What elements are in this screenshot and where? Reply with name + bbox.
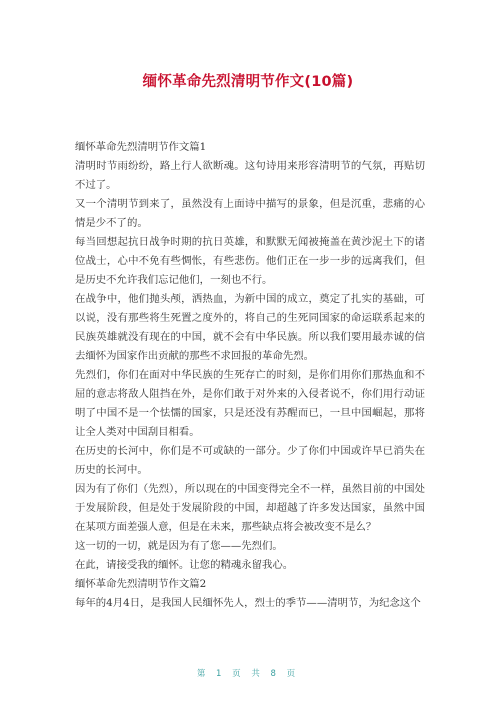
section-heading: 缅怀革命先烈清明节作文篇2 bbox=[75, 578, 207, 590]
paragraph: 因为有了你们（先烈），所以现在的中国变得完全不一样，虽然目前的中国处于发展阶段，但是处于发展阶段的中国，却超越了许多发达国家，虽然中国在某项方面差强人意，但是在未来，那些缺点将会被改变不是么？ bbox=[75, 483, 425, 533]
paragraph: 这一切的一切，就是因为有了您——先烈们。 bbox=[75, 540, 283, 552]
paragraph: 又一个清明节到来了，虽然没有上面诗中描写的景象，但是沉重，悲痛的心情是少不了的。 bbox=[75, 198, 425, 229]
paragraph: 在战争中，他们抛头颅，洒热血，为新中国的成立，奠定了扎实的基础，可以说，没有那些将生死置之度外的，将自己的生死同国家的命运联系起来的民族英雄就没有现在的中国，就不会有中华民族。所以我们要用最赤诚的信去缅怀为国家作出贡献的那些不求回报的革命先烈。 bbox=[75, 293, 425, 362]
paragraph: 每当回想起抗日战争时期的抗日英雄，和默默无闻被掩盖在黄沙泥土下的诸位战士，心中不免有些惆怅，有些悲伤。他们正在一步一步的远离我们，但是历史不允许我们忘记他们，一刻也不行。 bbox=[75, 236, 425, 286]
paragraph: 在此，请接受我的缅怀。让您的精魂永留我心。 bbox=[75, 559, 294, 571]
section-heading: 缅怀革命先烈清明节作文篇1 bbox=[75, 141, 207, 153]
page-footer: 第 1 页 共 8 页 bbox=[196, 669, 300, 679]
document-body bbox=[75, 138, 425, 613]
paragraph: 清明时节雨纷纷，路上行人欲断魂。这句诗用来形容清明节的气氛，再贴切不过了。 bbox=[75, 160, 425, 191]
document-title: 缅怀革命先烈清明节作文(10篇) bbox=[142, 74, 354, 90]
paragraph: 先烈们，你们在面对中华民族的生死存亡的时刻，是你们用你们那热血和不屈的意志将敌人阻挡在外，是你们敢于对外来的入侵者说不，你们用行动证明了中国不是一个怯懦的国家，只是还没有苏醒而已，一旦中国崛起，那将让全人类对中国刮目相看。 bbox=[75, 369, 425, 438]
paragraph: 每年的4月4日，是我国人民缅怀先人，烈士的季节——清明节，为纪念这个 bbox=[75, 597, 421, 609]
paragraph: 在历史的长河中，你们是不可或缺的一部分。少了你们中国或许早已消失在历史的长河中。 bbox=[75, 445, 425, 476]
